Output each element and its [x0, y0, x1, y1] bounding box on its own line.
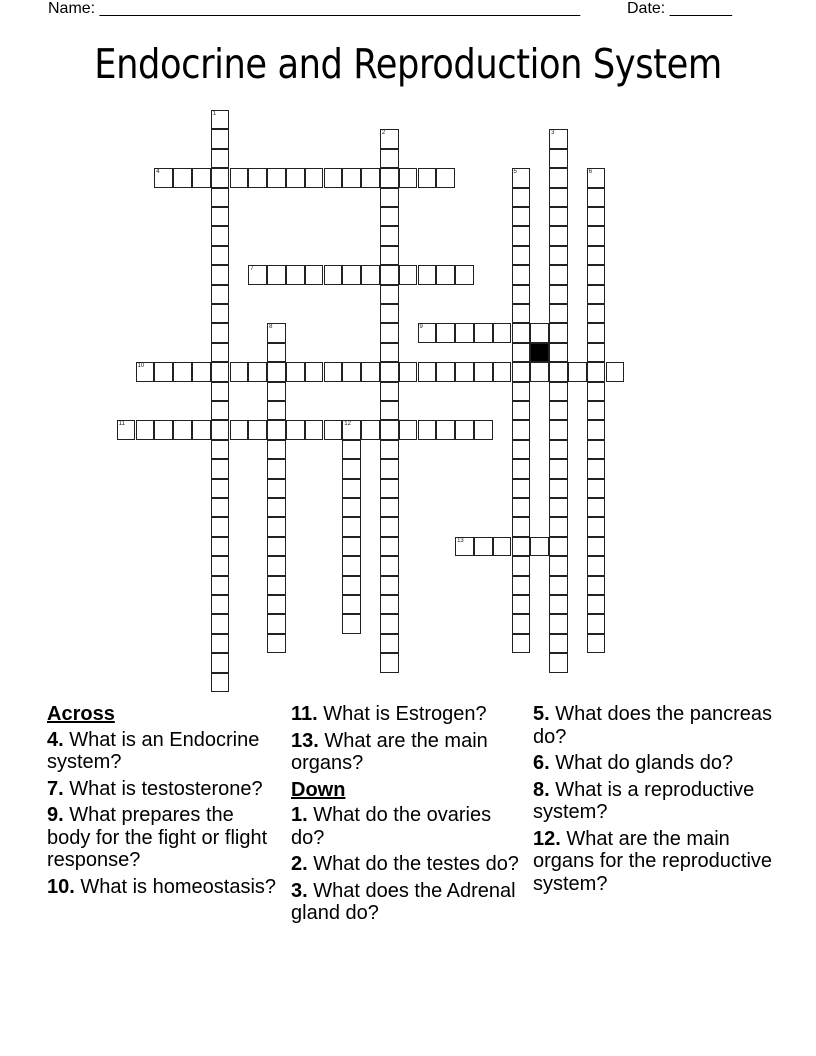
clue-number: 6	[588, 169, 593, 176]
grid-cell[interactable]	[211, 265, 230, 284]
clue-down-8: 8. What is a reproductive system?	[533, 778, 755, 823]
grid-cell[interactable]	[474, 537, 493, 556]
grid-cell[interactable]	[606, 362, 625, 381]
clue-number: 8	[269, 324, 273, 331]
grid-cell[interactable]	[211, 498, 230, 517]
clue-number: 3	[551, 130, 555, 137]
grid-cell[interactable]	[380, 576, 399, 595]
grid-cell[interactable]	[587, 517, 606, 536]
grid-cell[interactable]	[380, 168, 399, 187]
grid-cell[interactable]	[380, 614, 399, 633]
grid-cell[interactable]	[587, 401, 606, 420]
grid-cell[interactable]	[512, 265, 531, 284]
grid-cell[interactable]	[493, 323, 512, 342]
grid-cell[interactable]	[154, 168, 173, 187]
grid-cell[interactable]	[399, 420, 418, 439]
grid-cell[interactable]	[305, 362, 324, 381]
grid-cell[interactable]	[211, 168, 230, 187]
grid-cell[interactable]	[136, 362, 155, 381]
grid-cell[interactable]	[324, 168, 343, 187]
clue-down-2: 2. What do the testes do?	[291, 853, 519, 875]
grid-cell[interactable]	[248, 265, 267, 284]
date-label: Date:	[627, 0, 666, 17]
grid-cell[interactable]	[380, 304, 399, 323]
grid-cell[interactable]	[587, 323, 606, 342]
grid-cell[interactable]	[549, 362, 568, 381]
grid-cell[interactable]	[587, 479, 606, 498]
grid-cell[interactable]	[549, 168, 568, 187]
grid-cell[interactable]	[549, 517, 568, 536]
grid-cell[interactable]	[211, 304, 230, 323]
clue-number: 7	[250, 266, 254, 273]
grid-cell[interactable]	[549, 226, 568, 245]
grid-cell[interactable]	[455, 323, 474, 342]
grid-cell[interactable]	[549, 634, 568, 653]
clue-number: 5	[513, 169, 517, 176]
across-heading: Across	[47, 703, 115, 725]
grid-cell[interactable]	[342, 595, 361, 614]
name-line: ______________________________________________________	[99, 0, 581, 17]
grid-cell[interactable]	[267, 498, 286, 517]
grid-cell[interactable]	[342, 168, 361, 187]
grid-cell[interactable]	[512, 304, 531, 323]
grid-cell[interactable]	[512, 517, 531, 536]
grid-cell[interactable]	[211, 634, 230, 653]
grid-cell[interactable]	[305, 420, 324, 439]
grid-cell[interactable]	[549, 420, 568, 439]
grid-cell[interactable]	[418, 265, 437, 284]
grid-cell[interactable]	[324, 362, 343, 381]
grid-cell[interactable]	[455, 265, 474, 284]
grid-cell[interactable]	[230, 362, 249, 381]
grid-cell[interactable]	[380, 285, 399, 304]
grid-cell[interactable]	[512, 226, 531, 245]
grid-cell[interactable]	[154, 420, 173, 439]
grid-cell[interactable]	[549, 265, 568, 284]
grid-cell[interactable]	[512, 420, 531, 439]
grid-cell[interactable]	[211, 595, 230, 614]
clue-down-12: 12. What are the main organs for the reproductive system?	[533, 827, 773, 895]
clues-column-2	[291, 703, 529, 929]
grid-cell[interactable]	[549, 129, 568, 148]
grid-cell[interactable]	[455, 362, 474, 381]
grid-cell[interactable]	[587, 265, 606, 284]
grid-cell[interactable]	[211, 246, 230, 265]
grid-cell[interactable]	[267, 634, 286, 653]
grid-cell[interactable]	[211, 343, 230, 362]
grid-cell[interactable]	[248, 168, 267, 187]
page-title: Endocrine and Reproduction System	[94, 40, 722, 88]
grid-cell[interactable]	[267, 595, 286, 614]
grid-cell[interactable]	[154, 362, 173, 381]
grid-cell[interactable]	[549, 285, 568, 304]
black-cell	[530, 343, 549, 362]
grid-cell[interactable]	[399, 362, 418, 381]
grid-cell[interactable]	[211, 285, 230, 304]
grid-cell[interactable]	[211, 459, 230, 478]
clue-number: 4	[156, 169, 160, 176]
grid-cell[interactable]	[380, 517, 399, 536]
grid-cell[interactable]	[342, 556, 361, 575]
grid-cell[interactable]	[587, 304, 606, 323]
clue-number: 11	[118, 421, 125, 428]
grid-cell[interactable]	[380, 556, 399, 575]
grid-cell[interactable]	[549, 323, 568, 342]
grid-cell[interactable]	[512, 362, 531, 381]
grid-cell[interactable]	[267, 614, 286, 633]
grid-cell[interactable]	[342, 265, 361, 284]
grid-cell[interactable]	[549, 401, 568, 420]
grid-cell[interactable]	[267, 459, 286, 478]
grid-cell[interactable]	[211, 226, 230, 245]
grid-cell[interactable]	[587, 362, 606, 381]
grid-cell[interactable]	[493, 362, 512, 381]
grid-cell[interactable]	[549, 595, 568, 614]
grid-cell[interactable]	[248, 420, 267, 439]
grid-cell[interactable]	[211, 517, 230, 536]
grid-cell[interactable]	[549, 207, 568, 226]
grid-cell[interactable]	[587, 498, 606, 517]
grid-cell[interactable]	[211, 207, 230, 226]
clue-across-13: 13. What are the main organs?	[291, 729, 488, 774]
grid-cell[interactable]	[342, 517, 361, 536]
grid-cell[interactable]	[512, 498, 531, 517]
grid-cell[interactable]	[549, 459, 568, 478]
grid-cell[interactable]	[342, 362, 361, 381]
clues-column-1	[47, 703, 279, 902]
grid-cell[interactable]	[512, 168, 531, 187]
clue-number: 9	[419, 324, 423, 331]
grid-cell[interactable]	[436, 168, 455, 187]
clue-number: 12	[344, 421, 351, 428]
grid-cell[interactable]	[211, 420, 230, 439]
grid-cell[interactable]	[173, 362, 192, 381]
grid-cell[interactable]	[512, 323, 531, 342]
grid-cell[interactable]	[211, 323, 230, 342]
clue-down-3: 3. What does the Adrenal gland do?	[291, 879, 516, 924]
grid-cell[interactable]	[380, 440, 399, 459]
grid-cell[interactable]	[587, 188, 606, 207]
grid-cell[interactable]	[512, 576, 531, 595]
grid-cell[interactable]	[587, 459, 606, 478]
grid-cell[interactable]	[380, 207, 399, 226]
grid-cell[interactable]	[192, 420, 211, 439]
grid-cell[interactable]	[587, 576, 606, 595]
grid-cell[interactable]	[474, 323, 493, 342]
grid-cell[interactable]	[342, 614, 361, 633]
grid-cell[interactable]	[211, 382, 230, 401]
grid-cell[interactable]	[380, 246, 399, 265]
grid-cell[interactable]	[568, 362, 587, 381]
grid-cell[interactable]	[380, 323, 399, 342]
grid-cell[interactable]	[267, 362, 286, 381]
grid-cell[interactable]	[587, 537, 606, 556]
grid-cell[interactable]	[211, 110, 230, 129]
grid-cell[interactable]	[512, 382, 531, 401]
grid-cell[interactable]	[211, 614, 230, 633]
grid-cell[interactable]	[587, 420, 606, 439]
grid-cell[interactable]	[549, 537, 568, 556]
grid-cell[interactable]	[230, 420, 249, 439]
grid-cell[interactable]	[305, 265, 324, 284]
grid-cell[interactable]	[267, 537, 286, 556]
grid-cell[interactable]	[211, 653, 230, 672]
grid-cell[interactable]	[267, 323, 286, 342]
grid-cell[interactable]	[512, 479, 531, 498]
clue-across-11: 11. What is Estrogen?	[291, 703, 487, 725]
grid-cell[interactable]	[549, 653, 568, 672]
grid-cell[interactable]	[342, 498, 361, 517]
grid-cell[interactable]	[399, 168, 418, 187]
grid-cell[interactable]	[549, 556, 568, 575]
grid-cell[interactable]	[267, 576, 286, 595]
clue-across-7: 7. What is testosterone?	[47, 777, 263, 800]
grid-cell[interactable]	[512, 614, 531, 633]
grid-cell[interactable]	[455, 420, 474, 439]
grid-cell[interactable]	[192, 362, 211, 381]
grid-cell[interactable]	[267, 382, 286, 401]
grid-cell[interactable]	[267, 168, 286, 187]
grid-cell[interactable]	[549, 440, 568, 459]
grid-cell[interactable]	[380, 595, 399, 614]
grid-cell[interactable]	[267, 479, 286, 498]
grid-cell[interactable]	[380, 129, 399, 148]
grid-cell[interactable]	[380, 459, 399, 478]
grid-cell[interactable]	[549, 343, 568, 362]
grid-cell[interactable]	[305, 168, 324, 187]
grid-cell[interactable]	[587, 440, 606, 459]
grid-cell[interactable]	[380, 401, 399, 420]
grid-cell[interactable]	[512, 343, 531, 362]
grid-cell[interactable]	[342, 479, 361, 498]
grid-cell[interactable]	[380, 653, 399, 672]
grid-cell[interactable]	[361, 168, 380, 187]
grid-cell[interactable]	[267, 420, 286, 439]
grid-cell[interactable]	[512, 440, 531, 459]
clue-number: 13	[457, 537, 464, 544]
grid-cell[interactable]	[587, 246, 606, 265]
grid-cell[interactable]	[173, 168, 192, 187]
grid-cell[interactable]	[512, 634, 531, 653]
clue-number: 2	[381, 130, 386, 137]
grid-cell[interactable]	[399, 265, 418, 284]
grid-cell[interactable]	[587, 285, 606, 304]
grid-cell[interactable]	[286, 420, 305, 439]
grid-cell[interactable]	[418, 420, 437, 439]
grid-cell[interactable]	[474, 362, 493, 381]
grid-cell[interactable]	[286, 265, 305, 284]
grid-cell[interactable]	[587, 614, 606, 633]
grid-cell[interactable]	[380, 498, 399, 517]
grid-cell[interactable]	[512, 188, 531, 207]
down-heading: Down	[291, 778, 346, 801]
grid-cell[interactable]	[587, 556, 606, 575]
clue-across-9: 9. What prepares the body for the fight or flight response?	[47, 804, 268, 871]
grid-cell[interactable]	[512, 595, 531, 614]
grid-cell[interactable]	[587, 207, 606, 226]
grid-cell[interactable]	[549, 498, 568, 517]
grid-cell[interactable]	[342, 459, 361, 478]
grid-cell[interactable]	[211, 362, 230, 381]
grid-cell[interactable]	[380, 188, 399, 207]
grid-cell[interactable]	[248, 362, 267, 381]
grid-cell[interactable]	[512, 246, 531, 265]
grid-cell[interactable]	[512, 556, 531, 575]
grid-cell[interactable]	[117, 420, 136, 439]
grid-cell[interactable]	[361, 265, 380, 284]
grid-cell[interactable]	[474, 420, 493, 439]
grid-cell[interactable]	[380, 149, 399, 168]
name-label: Name:	[48, 0, 96, 17]
grid-cell[interactable]	[267, 343, 286, 362]
grid-cell[interactable]	[136, 420, 155, 439]
grid-cell[interactable]	[380, 226, 399, 245]
grid-cell[interactable]	[286, 168, 305, 187]
grid-cell[interactable]	[267, 440, 286, 459]
grid-cell[interactable]	[380, 265, 399, 284]
grid-cell[interactable]	[361, 420, 380, 439]
grid-cell[interactable]	[211, 537, 230, 556]
grid-cell[interactable]	[436, 323, 455, 342]
grid-cell[interactable]	[549, 304, 568, 323]
grid-cell[interactable]	[230, 168, 249, 187]
grid-cell[interactable]	[211, 556, 230, 575]
grid-cell[interactable]	[361, 362, 380, 381]
grid-cell[interactable]	[211, 129, 230, 148]
grid-cell[interactable]	[587, 595, 606, 614]
grid-cell[interactable]	[587, 226, 606, 245]
grid-cell[interactable]	[549, 576, 568, 595]
clue-number: 1	[212, 111, 217, 117]
grid-cell[interactable]	[436, 362, 455, 381]
grid-cell[interactable]	[530, 323, 549, 342]
grid-cell[interactable]	[192, 168, 211, 187]
grid-cell[interactable]	[549, 188, 568, 207]
grid-cell[interactable]	[380, 634, 399, 653]
grid-cell[interactable]	[587, 382, 606, 401]
clues-column-3	[533, 703, 773, 899]
grid-cell[interactable]	[587, 168, 606, 187]
date-line: _______	[669, 0, 732, 17]
grid-cell[interactable]	[549, 614, 568, 633]
clue-down-5: 5. What does the pancreas do?	[533, 703, 773, 748]
grid-cell[interactable]	[380, 343, 399, 362]
grid-cell[interactable]	[436, 265, 455, 284]
grid-cell[interactable]	[549, 382, 568, 401]
grid-cell[interactable]	[211, 576, 230, 595]
grid-cell[interactable]	[211, 401, 230, 420]
grid-cell[interactable]	[512, 207, 531, 226]
grid-cell[interactable]	[211, 479, 230, 498]
grid-cell[interactable]	[173, 420, 192, 439]
grid-cell[interactable]	[512, 537, 531, 556]
grid-cell[interactable]	[418, 168, 437, 187]
grid-cell[interactable]	[512, 401, 531, 420]
grid-cell[interactable]	[211, 188, 230, 207]
grid-cell[interactable]	[342, 576, 361, 595]
grid-cell[interactable]	[324, 265, 343, 284]
clue-across-10: 10. What is homeostasis?	[47, 875, 277, 898]
grid-cell[interactable]	[380, 420, 399, 439]
grid-cell[interactable]	[267, 517, 286, 536]
grid-cell[interactable]	[380, 382, 399, 401]
grid-cell[interactable]	[512, 459, 531, 478]
grid-cell[interactable]	[549, 479, 568, 498]
grid-cell[interactable]	[380, 362, 399, 381]
clue-down-1: 1. What do the ovaries do?	[291, 804, 492, 849]
grid-cell[interactable]	[211, 673, 230, 692]
grid-cell[interactable]	[342, 440, 361, 459]
grid-cell[interactable]	[267, 556, 286, 575]
clue-down-6: 6. What do glands do?	[533, 752, 734, 774]
grid-cell[interactable]	[455, 537, 474, 556]
grid-cell[interactable]	[267, 265, 286, 284]
clue-across-4: 4. What is an Endocrine system?	[47, 728, 260, 773]
grid-cell[interactable]	[211, 440, 230, 459]
clue-number: 10	[137, 363, 145, 370]
grid-cell[interactable]	[418, 362, 437, 381]
grid-cell[interactable]	[342, 537, 361, 556]
grid-cell[interactable]	[380, 479, 399, 498]
grid-cell[interactable]	[587, 634, 606, 653]
grid-cell[interactable]	[286, 362, 305, 381]
grid-cell[interactable]	[512, 285, 531, 304]
grid-cell[interactable]	[493, 537, 512, 556]
grid-cell[interactable]	[211, 149, 230, 168]
grid-cell[interactable]	[418, 323, 437, 342]
grid-cell[interactable]	[380, 537, 399, 556]
grid-cell[interactable]	[587, 343, 606, 362]
grid-cell[interactable]	[530, 537, 549, 556]
grid-cell[interactable]	[267, 401, 286, 420]
grid-cell[interactable]	[530, 362, 549, 381]
grid-cell[interactable]	[549, 246, 568, 265]
grid-cell[interactable]	[436, 420, 455, 439]
grid-cell[interactable]	[324, 420, 343, 439]
grid-cell[interactable]	[549, 149, 568, 168]
grid-cell[interactable]	[342, 420, 361, 439]
